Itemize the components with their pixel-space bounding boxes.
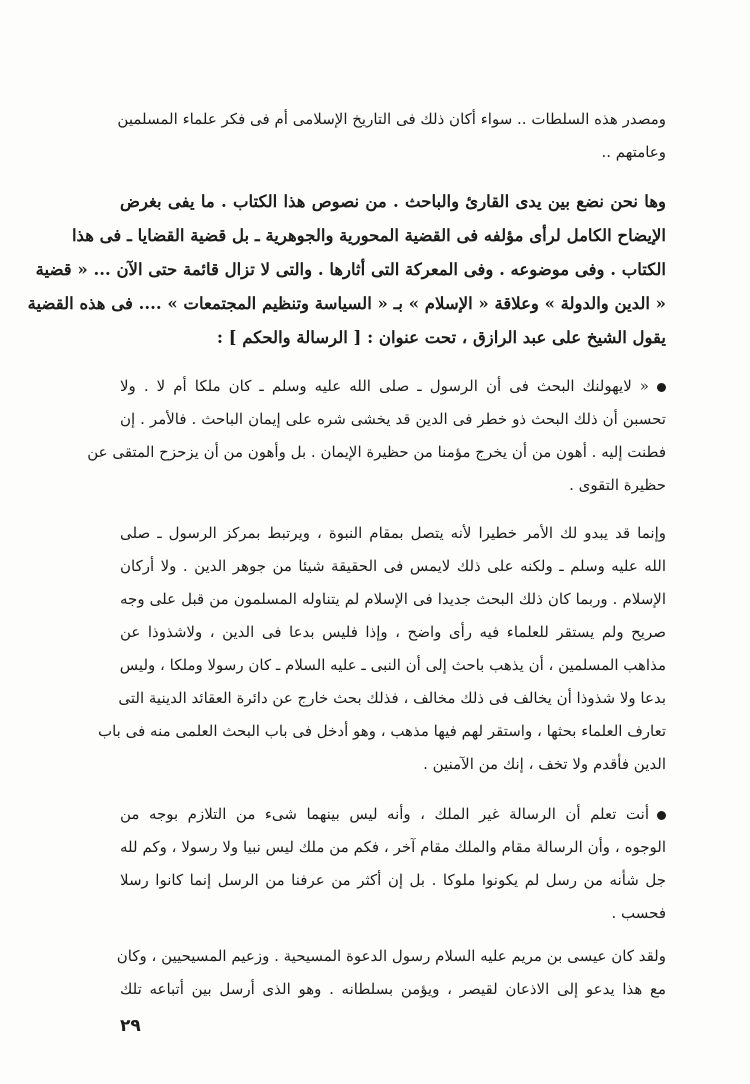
- text-line: الكتاب . وفى موضوعه . وفى المعركة التى أثارها . والتى لا تزال قائمة حتى الآن ... « قضية: [35, 260, 666, 279]
- bullet-icon: [657, 811, 666, 820]
- text-line: مع هذا يدعو إلى الاذعان لقيصر ، ويؤمن بسلطانه . وهو الذى أرسل بين أتباعه تلك: [120, 980, 666, 998]
- text-line: ومصدر هذه السلطات .. سواء أكان ذلك فى التاريخ الإسلامى أم فى فكر علماء المسلمين: [117, 110, 666, 128]
- paragraph-quote-1: [87, 370, 666, 502]
- text-line: يقول الشيخ على عبد الرازق ، تحت عنوان : [ الرسالة والحكم ] :: [216, 328, 666, 347]
- text-line: [120, 370, 666, 403]
- text-line: بدعا ولا شذوذا أن يخالف فى ذلك مخالف ، فذلك بحث خارج عن دائرة العقائد الدينية التى: [118, 689, 666, 707]
- text-line: مذاهب المسلمين ، أن يذهب باحث إلى أن النبى ـ عليه السلام ـ كان رسولا وملكا ، وليس: [119, 656, 666, 674]
- text-line: تعارف العلماء بحثها ، واستقر لهم فيها مذهب ، وهو أدخل فى باب البحث العلمى منه فى باب: [97, 722, 666, 740]
- bullet-icon: [657, 383, 666, 392]
- paragraph-body-3: [116, 940, 666, 1006]
- text-line: وها نحن نضع بين يدى القارئ والباحث . من نصوص هذا الكتاب . ما يفى بغرض: [120, 192, 666, 211]
- line-text: « لايهولنك البحث فى أن الرسول ـ صلى الله عليه وسلم ـ كان ملكا أم لا . ولا: [120, 377, 649, 395]
- text-line: الدين فأقدم ولا تخف ، إنك من الآمنين .: [423, 755, 666, 773]
- text-line: الوجوه ، وأن الرسالة مقام والملك مقام آخر ، فكم من ملك ليس نبيا ولا رسولا ، وكم لله: [120, 838, 666, 856]
- paragraph-body-2: [97, 517, 666, 781]
- text-line: حظيرة التقوى .: [569, 476, 666, 494]
- text-line: جل شأنه من رسل لم يكونوا ملوكا . بل إن أكثر من عرفنا من الرسل إنما كانوا رسلا: [120, 871, 666, 889]
- paragraph-intro: [117, 103, 666, 169]
- paragraph-quote-2: [120, 798, 666, 930]
- text-line: وإنما قد يبدو لك الأمر خطيرا لأنه يتصل بمقام النبوة ، ويرتبط بمركز الرسول ـ صلى: [120, 524, 666, 542]
- text-line: فحسب .: [611, 904, 666, 922]
- text-line: وعامتهم ..: [601, 143, 666, 161]
- text-line: فطنت إليه . أهون من أن يخرج مؤمنا من حظيرة الإيمان . بل وأهون من أن يزحزح المتقى عن: [87, 443, 666, 461]
- line-text: أنت تعلم أن الرسالة غير الملك ، وأنه ليس بينهما شىء من التلازم بوجه من: [120, 805, 649, 823]
- text-line: صريح ولم يستقر للعلماء فيه رأى واضح ، وإذا فليس بدعا فى الدين ، ولاشذوذا عن: [120, 623, 666, 641]
- text-line: « الدين والدولة » وعلاقة « الإسلام » بـ « السياسة وتنظيم المجتمعات » .... فى هذه القضية: [27, 294, 666, 313]
- page-number: ٢٩: [120, 1016, 141, 1036]
- text-line: الإسلام . وربما كان ذلك البحث جديدا فى الإسلام لم يتناوله المسلمون من قبل على وجه: [120, 590, 666, 608]
- text-line: الإيضاح الكامل لرأى مؤلفه فى القضية المحورية والجوهرية ـ بل قضية القضايا ـ فى هذا: [71, 226, 666, 245]
- text-line: [120, 798, 666, 831]
- text-line: الله عليه وسلم ـ ولكنه على ذلك لايمس فى الحقيقة شيئا من جوهر الدين . ولا أركان: [120, 557, 666, 575]
- text-line: ولقد كان عيسى بن مريم عليه السلام رسول الدعوة المسيحية . وزعيم المسيحيين ، وكان: [116, 947, 666, 965]
- paragraph-bold-introduction: [27, 185, 666, 355]
- text-line: تحسبن أن ذلك البحث ذو خطر فى الدين قد يخشى شره على إيمان الباحث . فالأمر . إن: [120, 410, 666, 428]
